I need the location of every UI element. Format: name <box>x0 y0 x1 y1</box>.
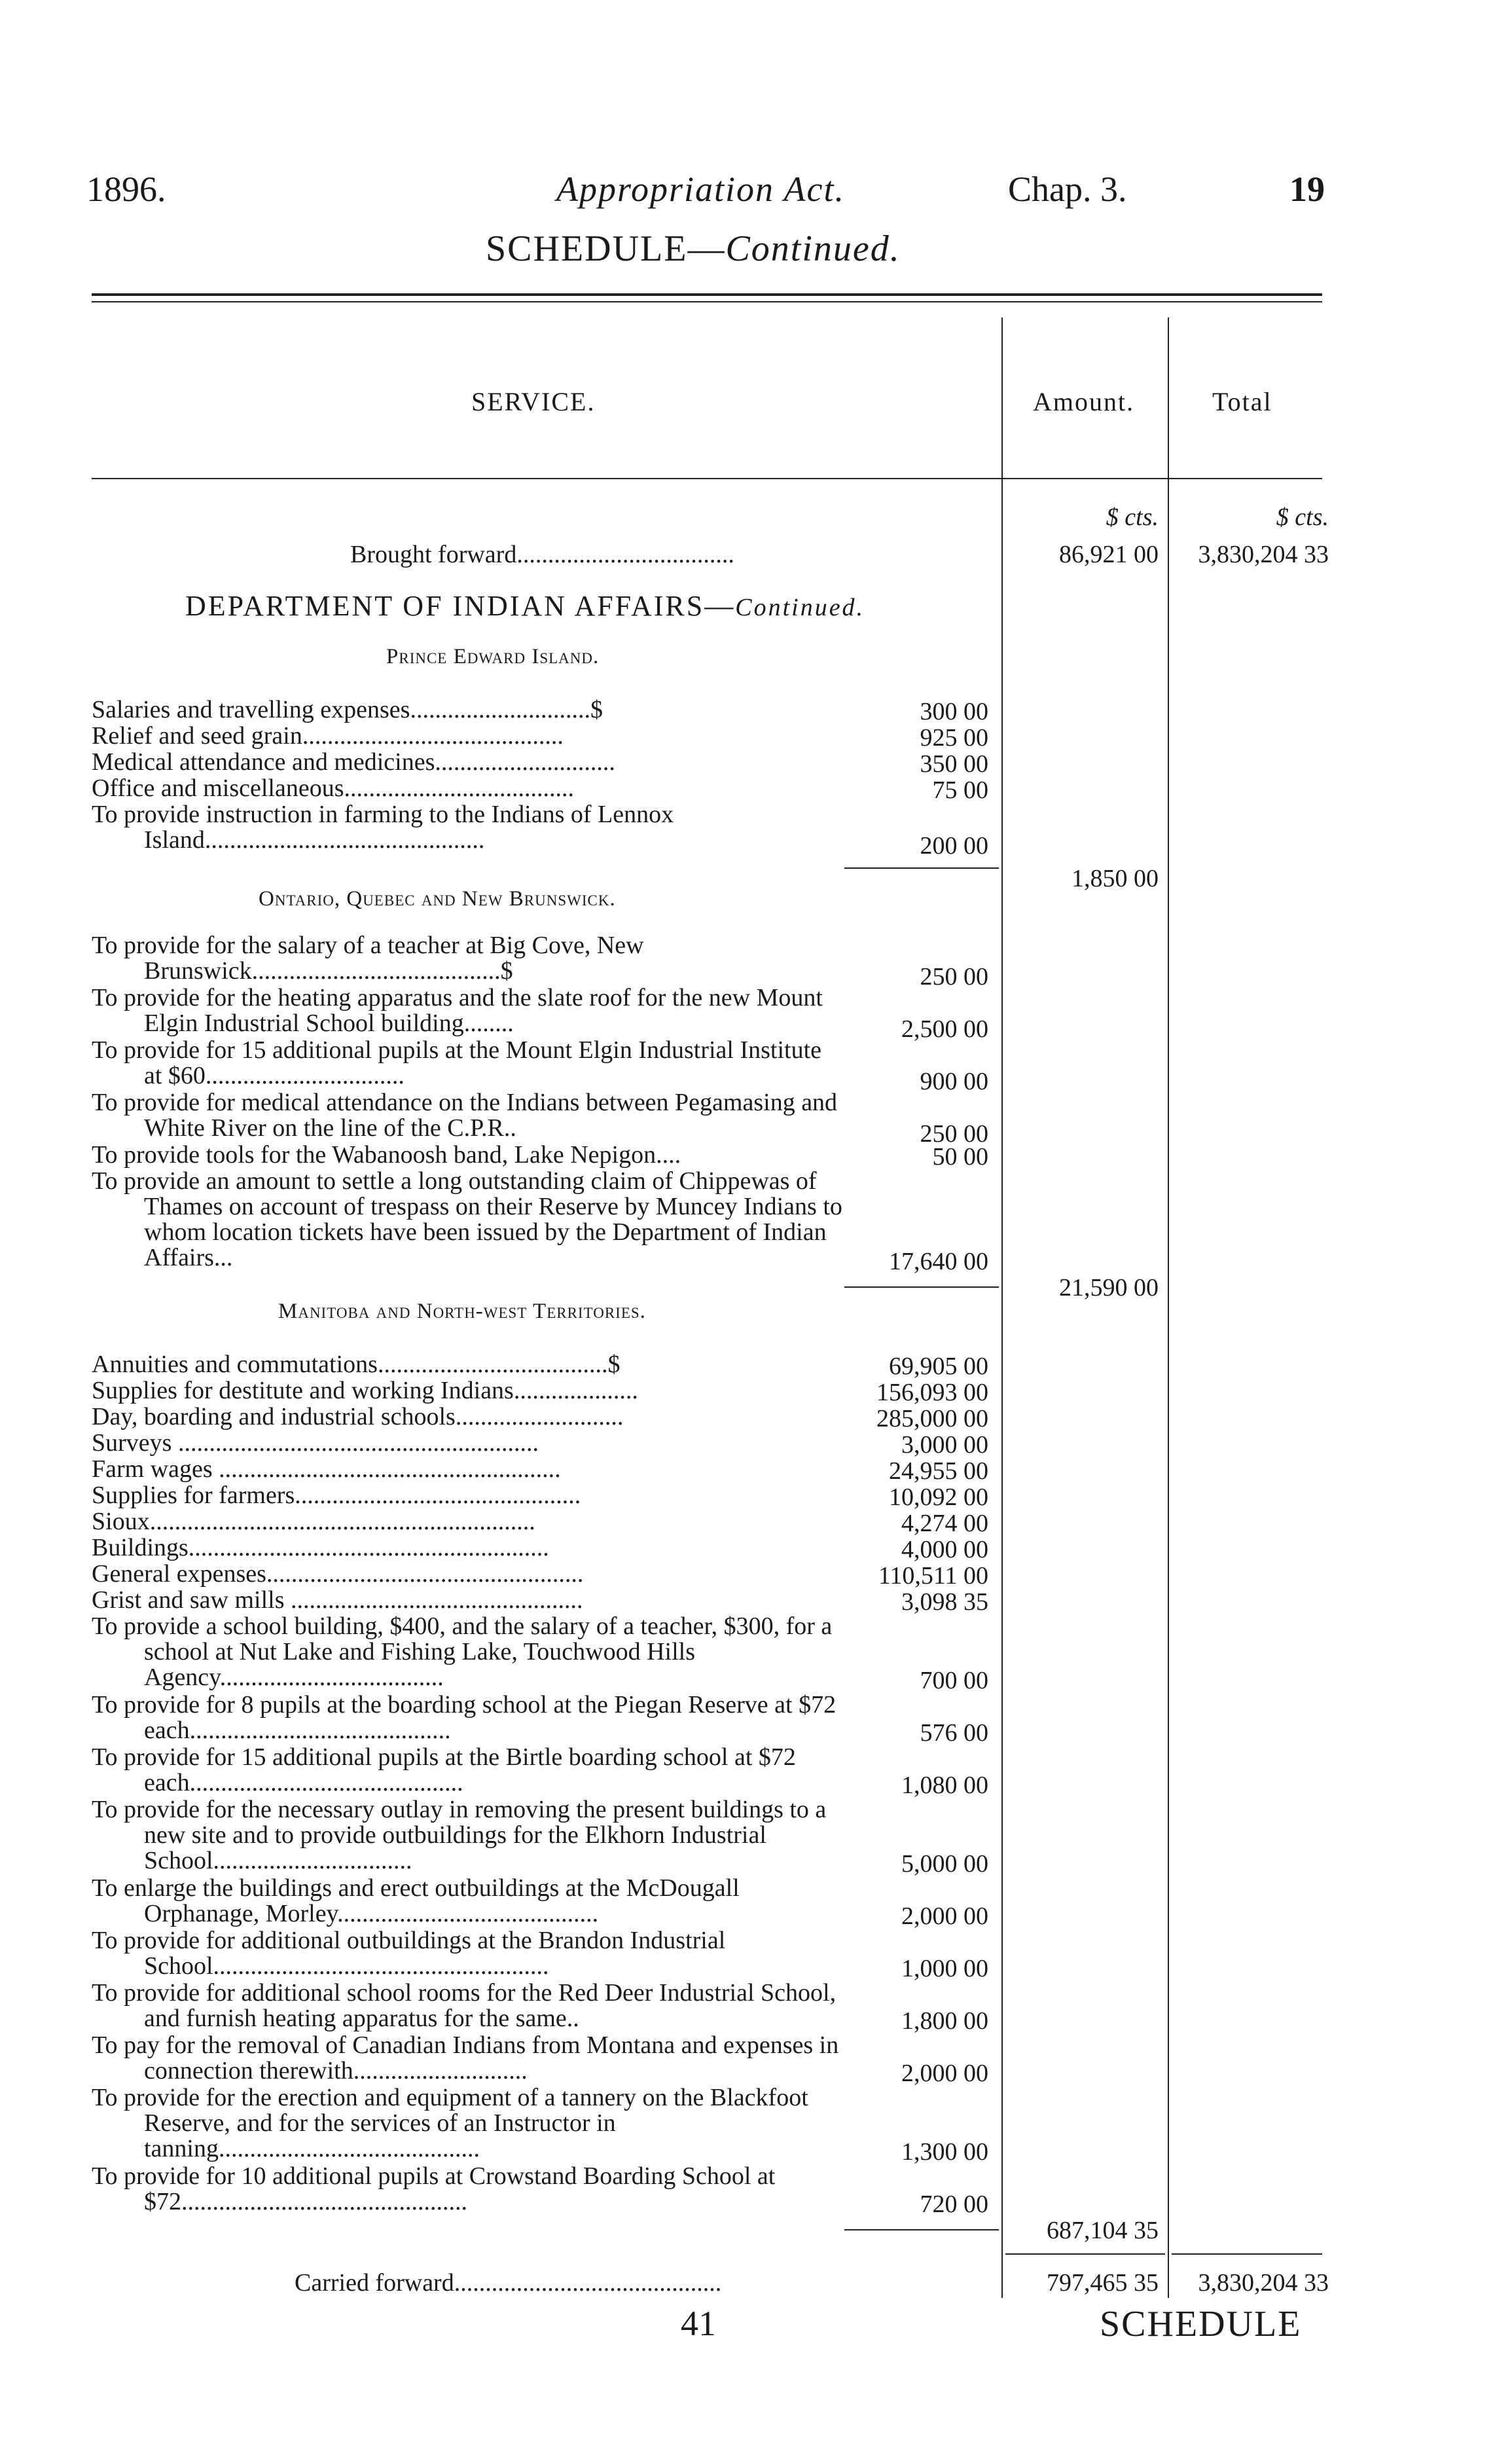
item-text: To provide for the necessary outlay in removing the present buildings to a new site and to provide outbuildings for the Elkhorn Industrial School................................ <box>92 1796 827 1874</box>
section-subtotal: 21,590 00 <box>1059 1274 1159 1301</box>
item-text: Office and miscellaneous..................................... <box>92 774 574 802</box>
item-amount: 3,098 35 <box>901 1588 988 1616</box>
item-amount: 1,800 00 <box>901 2007 988 2035</box>
item-amount: 250 00 <box>920 963 988 991</box>
subtotal-rule <box>844 2229 999 2230</box>
brought-forward-label: Brought forward................................... <box>350 541 734 568</box>
section-heading: Prince Edward Island. <box>386 645 600 668</box>
item-amount: 24,955 00 <box>889 1457 988 1485</box>
item-amount: 700 00 <box>920 1667 988 1694</box>
item-text: To provide for the salary of a teacher at Big Cove, New Brunswick........................................$ <box>92 932 644 985</box>
amount-total-rule <box>1005 2253 1165 2255</box>
column-divider-total <box>1168 318 1169 2298</box>
list-item <box>92 1614 844 1690</box>
list-item <box>92 985 844 1036</box>
item-amount: 4,274 00 <box>901 1510 988 1537</box>
item-amount: 900 00 <box>920 1068 988 1095</box>
list-item <box>92 750 844 775</box>
total-total-rule <box>1172 2253 1322 2255</box>
total-unit: $ cts. <box>1276 503 1329 531</box>
item-text: To provide for 8 pupils at the boarding school at the Piegan Reserve at $72 each.......................................... <box>92 1691 837 1744</box>
item-amount: 200 00 <box>920 832 988 860</box>
list-item <box>92 1404 844 1430</box>
list-item <box>92 2164 844 2215</box>
column-heading-total: Total <box>1212 387 1272 416</box>
list-item <box>92 1928 844 1979</box>
item-amount: 350 00 <box>920 750 988 778</box>
brought-forward-total: 3,830,204 33 <box>1198 541 1329 568</box>
item-text: To provide for additional outbuildings at the Brandon Industrial School...................................................... <box>92 1927 726 1980</box>
top-rule-thick <box>92 293 1322 296</box>
item-amount: 4,000 00 <box>901 1536 988 1563</box>
list-item <box>92 1352 844 1377</box>
section-heading: Ontario, Quebec and New Brunswick. <box>259 887 616 911</box>
item-text: Grist and saw mills ............................................... <box>92 1586 583 1614</box>
list-item <box>92 1483 844 1508</box>
item-text: To provide instruction in farming to the Indians of Lennox Island............................................. <box>92 801 674 854</box>
item-amount: 285,000 00 <box>876 1405 988 1432</box>
item-amount: 720 00 <box>920 2191 988 2218</box>
list-item <box>92 1980 844 2031</box>
list-item <box>92 802 844 853</box>
item-amount: 2,000 00 <box>901 1902 988 1930</box>
list-item <box>92 697 844 723</box>
list-item <box>92 1692 844 1743</box>
item-text: Supplies for destitute and working Indians.................... <box>92 1377 638 1404</box>
item-text: Buildings.......................................................... <box>92 1534 549 1561</box>
list-item <box>92 1745 844 1796</box>
item-text: General expenses................................................... <box>92 1560 584 1588</box>
column-heading-service: SERVICE. <box>471 387 596 416</box>
section-subtotal: 1,850 00 <box>1071 865 1159 892</box>
list-item <box>92 723 844 749</box>
item-amount: 576 00 <box>920 1719 988 1747</box>
list-item <box>92 1561 844 1587</box>
brought-forward-amount: 86,921 00 <box>1059 541 1159 568</box>
item-amount: 75 00 <box>932 776 988 804</box>
amount-unit: $ cts. <box>1106 503 1159 531</box>
list-item <box>92 1535 844 1561</box>
item-amount: 156,093 00 <box>876 1379 988 1406</box>
carried-forward-total: 3,830,204 33 <box>1198 2269 1329 2297</box>
item-amount: 110,511 00 <box>878 1562 988 1590</box>
item-text: To provide for 10 additional pupils at Crowstand Boarding School at $72.............................................. <box>92 2162 776 2215</box>
item-text: To provide for the erection and equipment of a tannery on the Blackfoot Reserve, and for the services of an Instructor in tanning.......................................... <box>92 2084 808 2162</box>
item-amount: 250 00 <box>920 1120 988 1148</box>
item-text: Medical attendance and medicines............................. <box>92 748 615 776</box>
list-item <box>92 2033 844 2084</box>
item-amount: 1,080 00 <box>901 1772 988 1799</box>
section-subtotal: 687,104 35 <box>1047 2217 1159 2244</box>
item-amount: 1,300 00 <box>901 2138 988 2166</box>
carried-forward-label: Carried forward........................................... <box>295 2269 722 2297</box>
section-heading: Manitoba and North-west Territories. <box>278 1300 646 1323</box>
schedule-title-continued: Continued. <box>725 228 901 269</box>
list-item <box>92 2085 844 2162</box>
list-item <box>92 1090 844 1141</box>
item-text: Salaries and travelling expenses.............................$ <box>92 696 603 723</box>
item-text: To provide for the heating apparatus and the slate roof for the new Mount Elgin Industrial School building........ <box>92 984 823 1037</box>
department-continued: Continued. <box>735 594 865 621</box>
list-item <box>92 776 844 801</box>
subtotal-rule <box>844 867 999 869</box>
carried-forward-amount: 797,465 35 <box>1047 2269 1159 2297</box>
item-amount: 50 00 <box>932 1143 988 1171</box>
department-name: DEPARTMENT OF INDIAN AFFAIRS— <box>185 590 736 622</box>
catchword: SCHEDULE <box>1100 2304 1302 2344</box>
item-text: Supplies for farmers.............................................. <box>92 1482 581 1509</box>
item-text: To provide for medical attendance on the Indians between Pegamasing and White River on the line of the C.P.R.. <box>92 1089 838 1142</box>
item-text: Sioux.............................................................. <box>92 1508 535 1535</box>
list-item <box>92 1588 844 1613</box>
item-amount: 5,000 00 <box>901 1850 988 1878</box>
item-amount: 1,000 00 <box>901 1955 988 1982</box>
department-heading <box>185 589 865 623</box>
list-item <box>92 1142 844 1168</box>
item-text: To provide for 15 additional pupils at the Birtle boarding school at $72 each............................................ <box>92 1743 796 1796</box>
list-item <box>92 1509 844 1535</box>
item-text: To provide an amount to settle a long outstanding claim of Chippewas of Thames on account of trespass on their Reserve by Muncey Indians to whom location tickets have been issued by the Department of Indian Affairs... <box>92 1167 842 1271</box>
header-chapter: Chap. 3. <box>1008 170 1127 209</box>
list-item <box>92 933 844 984</box>
item-amount: 2,500 00 <box>901 1015 988 1043</box>
item-text: To provide for additional school rooms for the Red Deer Industrial School, and furnish heating apparatus for the same.. <box>92 1979 837 2032</box>
top-rule-thin <box>92 301 1322 302</box>
list-item <box>92 1430 844 1456</box>
column-heading-amount: Amount. <box>1033 387 1135 416</box>
item-text: Surveys .......................................................... <box>92 1429 539 1457</box>
heading-rule <box>92 478 1322 479</box>
item-amount: 300 00 <box>920 698 988 725</box>
schedule-title <box>486 228 901 270</box>
item-text: To enlarge the buildings and erect outbuildings at the McDougall Orphanage, Morley.......................................... <box>92 1874 740 1927</box>
item-text: To provide for 15 additional pupils at the Mount Elgin Industrial Institute at $60................................ <box>92 1036 822 1089</box>
list-item <box>92 1876 844 1927</box>
item-amount: 925 00 <box>920 724 988 752</box>
list-item <box>92 1797 844 1874</box>
column-divider-amount <box>1001 318 1003 2298</box>
signature-number: 41 <box>681 2304 716 2343</box>
item-amount: 69,905 00 <box>889 1353 988 1380</box>
list-item <box>92 1169 844 1271</box>
item-text: Day, boarding and industrial schools........................... <box>92 1403 624 1430</box>
item-text: To provide a school building, $400, and the salary of a teacher, $300, for a school at Nut Lake and Fishing Lake, Touchwood Hills Agency.................................... <box>92 1612 833 1691</box>
item-amount: 10,092 00 <box>889 1483 988 1511</box>
subtotal-rule <box>844 1286 999 1288</box>
list-item <box>92 1378 844 1404</box>
list-item <box>92 1038 844 1089</box>
header-year: 1896. <box>86 170 166 209</box>
item-text: Annuities and commutations.....................................$ <box>92 1351 621 1378</box>
header-page-number: 19 <box>1289 170 1325 209</box>
item-text: Farm wages ....................................................... <box>92 1455 561 1483</box>
item-text: To provide tools for the Wabanoosh band, Lake Nepigon.... <box>92 1141 681 1169</box>
item-text: Relief and seed grain.......................................... <box>92 722 564 750</box>
item-amount: 17,640 00 <box>889 1248 988 1275</box>
header-title: Appropriation Act. <box>556 170 845 209</box>
item-text: To pay for the removal of Canadian Indians from Montana and expenses in connection therewith............................ <box>92 2031 839 2084</box>
list-item <box>92 1457 844 1482</box>
item-amount: 3,000 00 <box>901 1431 988 1459</box>
item-amount: 2,000 00 <box>901 2060 988 2087</box>
schedule-title-main: SCHEDULE— <box>486 228 726 269</box>
